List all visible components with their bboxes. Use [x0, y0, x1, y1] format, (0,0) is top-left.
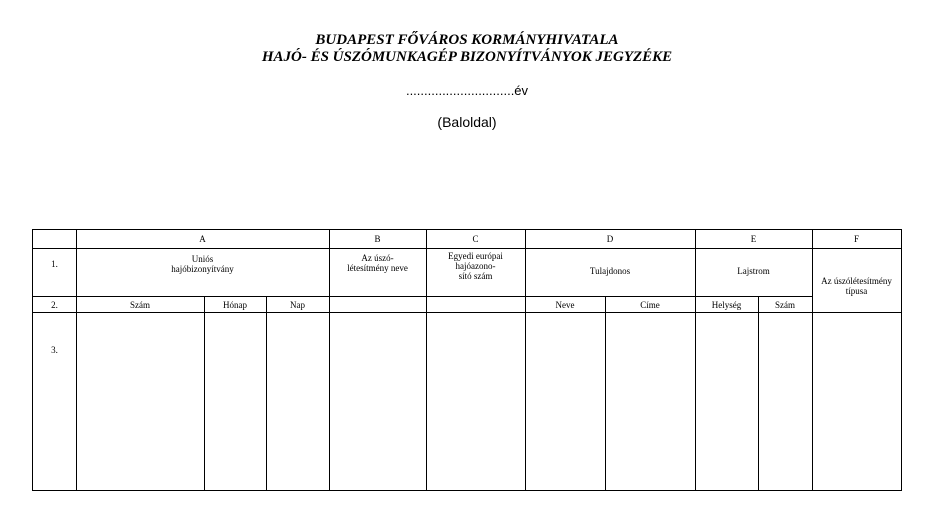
- subheader-month: Hónap: [223, 299, 247, 310]
- header-eu-ship-certificate: Uniós hajóbizonyítvány: [171, 254, 234, 274]
- subheader-number: Szám: [130, 299, 150, 310]
- column-letter-e: E: [750, 234, 757, 244]
- document-title-line-1: BUDAPEST FŐVÁROS KORMÁNYHIVATALA: [315, 32, 619, 48]
- subheader-day: Nap: [290, 299, 305, 310]
- subheader-owner-address: Címe: [640, 299, 660, 310]
- row-label-1: 1.: [51, 259, 58, 269]
- column-letter-c: C: [472, 234, 479, 244]
- subheader-locality: Helység: [711, 299, 742, 310]
- header-european-vessel-id: Egyedi európai hajóazono- sító szám: [448, 251, 503, 281]
- document-title-line-2: HAJÓ- ÉS ÚSZÓMUNKAGÉP BIZONYÍTVÁNYOK JEGYZÉKE: [261, 49, 673, 65]
- header-vessel-type: Az úszólétesítmény típusa: [821, 276, 892, 296]
- column-letter-d: D: [606, 234, 614, 244]
- header-vessel-name: Az úszó- létesítmény neve: [347, 253, 408, 273]
- subheader-register-number: Szám: [775, 299, 795, 310]
- column-letter-b: B: [374, 234, 381, 244]
- column-letter-a: A: [199, 234, 206, 244]
- row-label-3: 3.: [51, 345, 58, 355]
- row-label-2: 2.: [51, 299, 58, 310]
- column-letter-f: F: [853, 234, 859, 244]
- side-label: (Baloldal): [437, 114, 497, 130]
- header-owner: Tulajdonos: [589, 266, 631, 276]
- year-field: ..............................év: [405, 83, 529, 98]
- subheader-owner-name: Neve: [555, 299, 575, 310]
- header-register: Lajstrom: [737, 266, 770, 276]
